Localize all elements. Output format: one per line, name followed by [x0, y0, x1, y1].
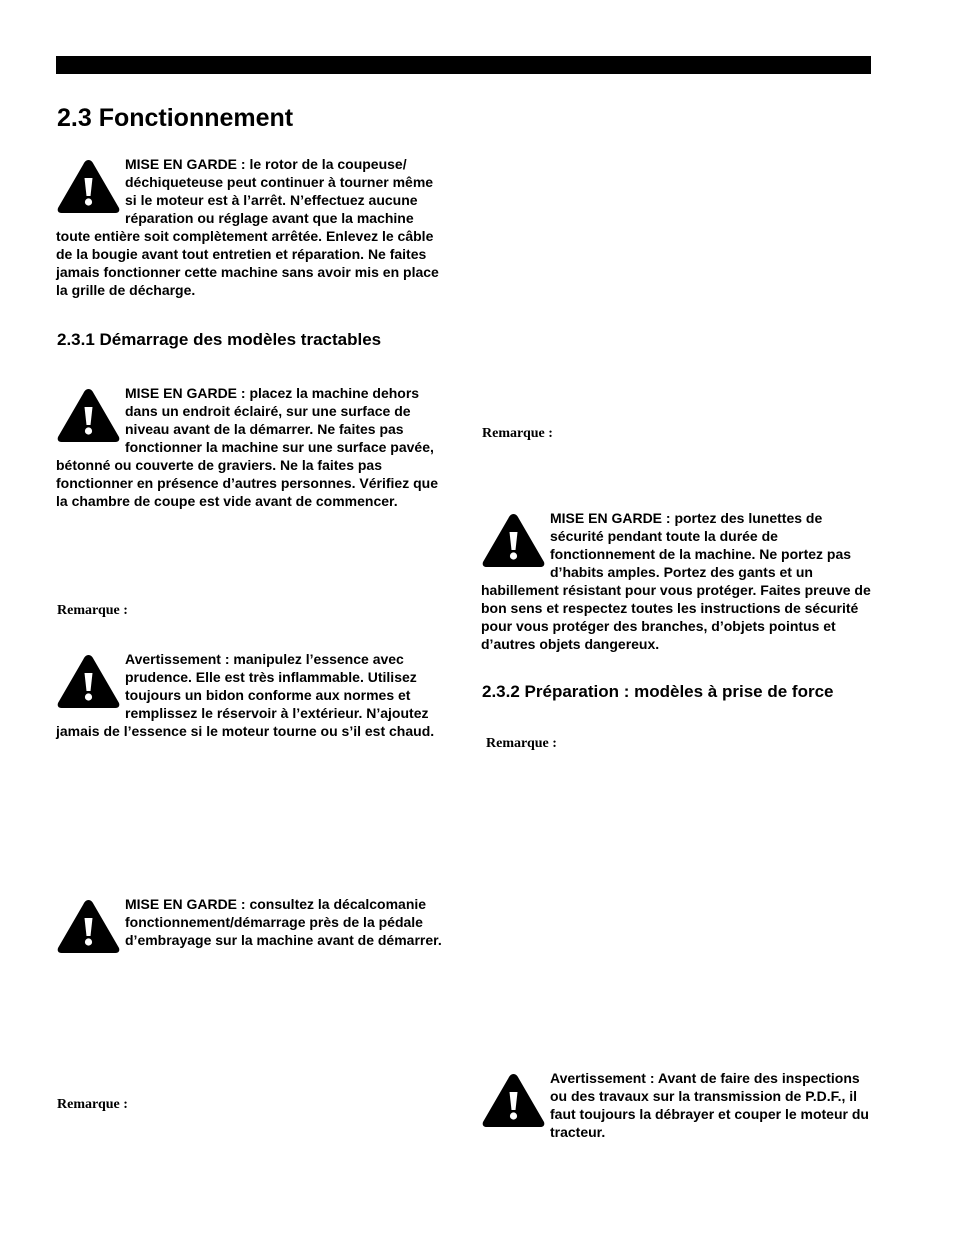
subsection-title-pdf: 2.3.2 Préparation : modèles à prise de force	[482, 682, 834, 701]
warning-text: MISE EN GARDE : le rotor de la coupeuse/ déchiqueteuse peut continuer à tourner même si le moteur est à l’arrêt. N’effectuez aucune réparation ou réglage avant que la machine toute entière soit complètement arrêtée. Enlevez le câble de la bougie avant tout entretien et réparation. Ne faites jamais fonctionner cette machine sans avoir mis en place la grille de décharge.	[56, 156, 439, 298]
warning-triangle-icon	[56, 898, 121, 954]
section-title: 2.3 Fonctionnement	[57, 104, 294, 132]
warning-essence	[56, 650, 446, 740]
warning-triangle-icon	[481, 512, 546, 568]
warning-text: MISE EN GARDE : portez des lunettes de sécurité pendant toute la durée de fonctionnement de la machine. Ne portez pas d’habits amples. Portez des gants et un habillement résistant pour vous protéger. Faites preuve de bon sens et respectez toutes les instructions de sécurité pour vous protéger des branches, d’objets pointus et d’autres objets dangereux.	[481, 510, 871, 652]
warning-text: Avertissement : Avant de faire des inspections ou des travaux sur la transmission de P.D.F., il faut toujours la débrayer et couper le moteur du tracteur.	[550, 1070, 869, 1140]
remark-label: Remarque :	[57, 1097, 128, 1112]
subsection-title-tractables: 2.3.1 Démarrage des modèles tractables	[57, 330, 382, 349]
warning-triangle-icon	[56, 653, 121, 709]
warning-text: MISE EN GARDE : consultez la décalcomanie fonctionnement/démarrage près de la pédale d’embrayage sur la machine avant de démarrer.	[125, 896, 442, 948]
header-bar	[56, 56, 871, 74]
warning-placement	[56, 384, 448, 510]
remark-label: Remarque :	[482, 426, 553, 441]
warning-rotor	[56, 155, 446, 299]
warning-triangle-icon	[56, 158, 121, 214]
warning-triangle-icon	[56, 387, 121, 443]
remark-label: Remarque :	[57, 603, 128, 618]
remark-label: Remarque :	[486, 736, 557, 751]
warning-pdf-transmission	[481, 1069, 873, 1141]
warning-triangle-icon	[481, 1072, 546, 1128]
warning-decalcomanie	[56, 895, 446, 956]
warning-text: MISE EN GARDE : placez la machine dehors dans un endroit éclairé, sur une surface de niveau avant de la démarrer. Ne faites pas fonctionner la machine sur une surface pavée, bétonné ou couverte de graviers. Ne la faites pas fonctionner en présence d’autres personnes. Vérifiez que la chambre de coupe est vide avant de commencer.	[56, 385, 438, 509]
warning-lunettes	[481, 509, 873, 653]
warning-text: Avertissement : manipulez l’essence avec prudence. Elle est très inflammable. Utilisez toujours un bidon conforme aux normes et remplissez le réservoir à l’extérieur. N’ajoutez jamais de l’essence si le moteur tourne ou s’il est chaud.	[56, 651, 435, 739]
